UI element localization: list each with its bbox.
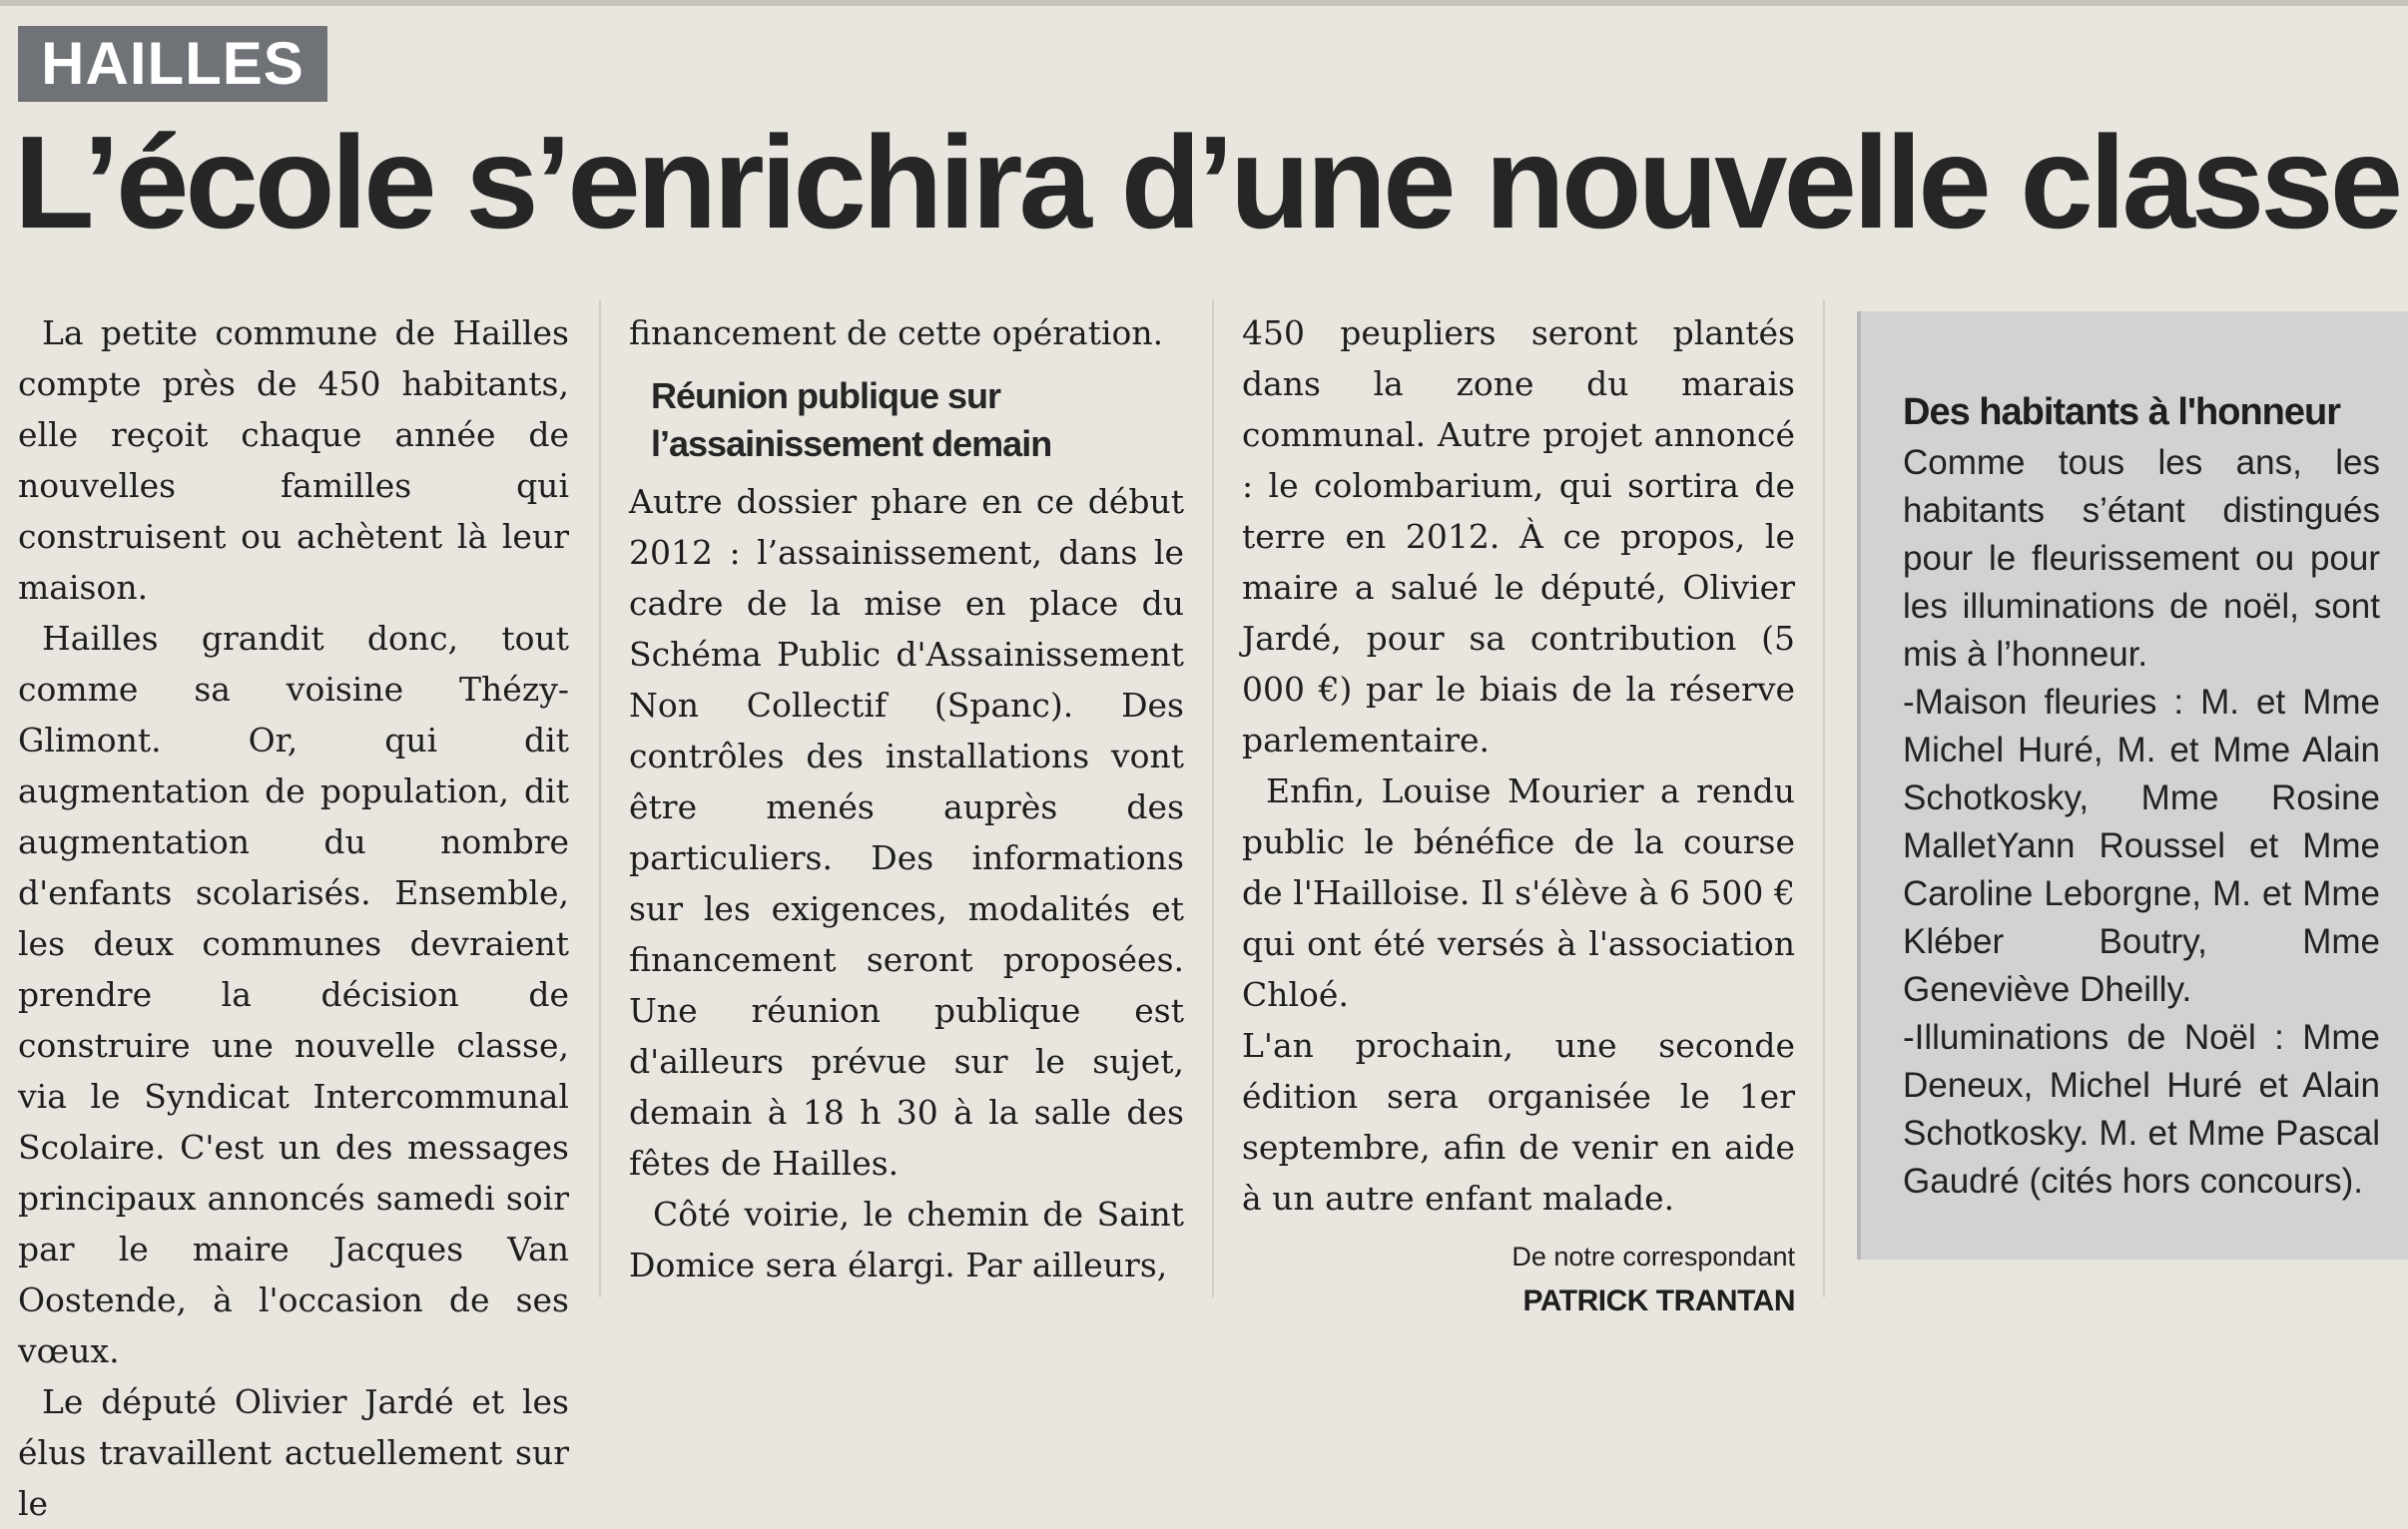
article-column-2	[629, 307, 1184, 1290]
sidebar-body	[1903, 439, 2380, 1206]
column-divider	[1212, 299, 1214, 1297]
article-column-3	[1242, 307, 1795, 1327]
sidebar-paragraph: Comme tous les ans, les habitants s’étant distingués pour le fleurissement ou pour les illuminations de noël, sont mis à l’honneur.	[1903, 443, 2380, 674]
column-divider	[599, 299, 601, 1297]
sidebar-box	[1857, 311, 2408, 1260]
article-paragraph: La petite commune de Hailles compte près de 450 habitants, elle reçoit chaque année de nouvelles familles qui construisent ou achètent là leur maison.	[18, 313, 569, 607]
section-kicker: HAILLES	[18, 26, 327, 102]
article-paragraph: Autre dossier phare en ce début 2012 : l’assainissement, dans le cadre de la mise en place du Schéma Public d'Assainissement Non Collectif (Spanc). Des contrôles des installations vont être menés auprès des particuliers. Des informations sur les exigences, modalités et financement seront proposées. Une réunion publique est d'ailleurs prévue sur le sujet, demain à 18 h 30 à la salle des fêtes de Hailles.	[629, 482, 1184, 1183]
byline-author: PATRICK TRANTAN	[1522, 1284, 1795, 1317]
byline	[1242, 1238, 1795, 1327]
sidebar-paragraph: -Illuminations de Noël : Mme Deneux, Michel Huré et Alain Schotkosky. M. et Mme Pascal Gaudré (cités hors concours).	[1903, 1018, 2380, 1201]
article-paragraph: L'an prochain, une seconde édition sera organisée le 1er septembre, afin de venir en aide à un autre enfant malade.	[1242, 1026, 1795, 1218]
sidebar-title: Des habitants à l'honneur	[1903, 391, 2340, 433]
column-divider	[1823, 299, 1825, 1297]
article-paragraph: Hailles grandit donc, tout comme sa voisine Thézy-Glimont. Or, qui dit augmentation de population, dit augmentation du nombre d'enfants scolarisés. Ensemble, les deux communes devraient prendre la décision de construire une nouvelle classe, via le Syndicat Intercommunal Scolaire. C'est un des messages principaux annoncés samedi soir par le maire Jacques Van Oostende, à l'occasion de ses vœux.	[18, 619, 569, 1370]
article-paragraph: Le député Olivier Jardé et les élus travaillent actuellement sur le	[18, 1382, 569, 1523]
article-paragraph: Enfin, Louise Mourier a rendu public le bénéfice de la course de l'Hailloise. Il s'élève à 6 500 € qui ont été versés à l'association Chloé.	[1242, 771, 1795, 1014]
article-column-1	[18, 307, 569, 1529]
article-paragraph: 450 peupliers seront plantés dans la zone du marais communal. Autre projet annoncé : le colombarium, qui sortira de terre en 2012. À ce propos, le maire a salué le député, Olivier Jardé, pour sa contribution (5 000 €) par le biais de la réserve parlementaire.	[1242, 313, 1795, 760]
article-paragraph: Côté voirie, le chemin de Saint Domice sera élargi. Par ailleurs,	[629, 1195, 1184, 1284]
sidebar-paragraph: -Maison fleuries : M. et Mme Michel Huré, M. et Mme Alain Schotkosky, Mme Rosine MalletYann Roussel et Mme Caroline Leborgne, M. et Mme Kléber Boutry, Mme Geneviève Dheilly.	[1903, 683, 2380, 1009]
article-subhead: Réunion publique sur l’assainissement demain	[651, 375, 1052, 464]
article-headline: L’école s’enrichira d’une nouvelle classe	[14, 109, 2400, 255]
article-paragraph: financement de cette opération.	[629, 313, 1164, 352]
byline-prefix: De notre correspondant	[1511, 1242, 1795, 1272]
